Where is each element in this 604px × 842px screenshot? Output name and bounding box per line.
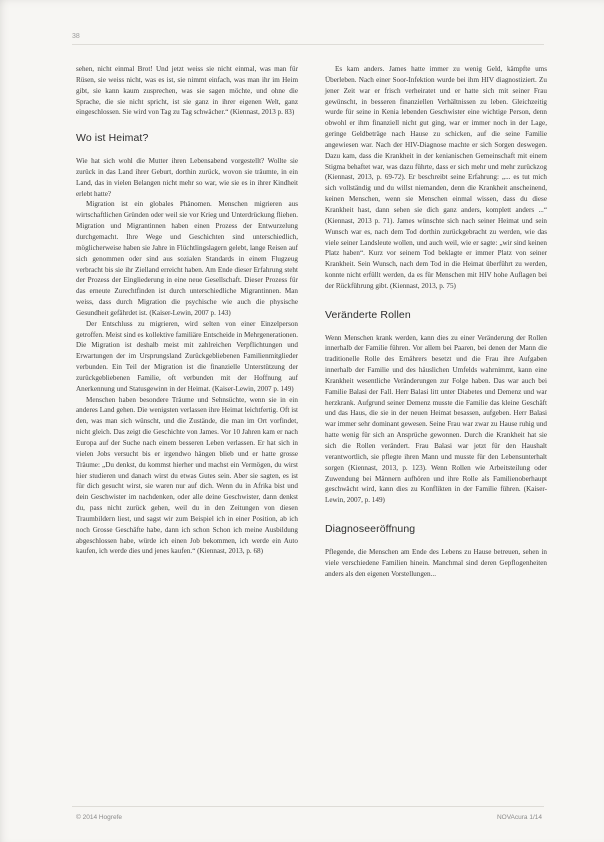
right-column	[325, 64, 547, 579]
paragraph: Menschen haben besondere Träume und Sehnsüchte, wenn sie in ein anderes Land gehen. Die wenigsten verlassen ihre Heimat leichtfertig. Oft ist den, was man sich wünscht, und die Zustände, die man im Ort vorfindet, nicht gleich. Das zeigt die Geschichte von James. Vor 10 Jahren kam er nach Europa auf der Suche nach einem besseren Leben verlassen. Er hat sich in vielen Jobs versucht bis er irgendwo hängen blieb und er hatte grosse Träume: „Du denkst, du kommst hierher und machst ein Vermögen, du wirst hier studieren und danach wirst du etwas Gutes sein. Aber sie sagten, es ist für dich gesucht wirst, sie waren nur auf dich. Wenn du in Afrika bist und dein Geschwister im nachdenken, oder alle deine Geschwister, dann denkst du, pass nicht zurück gehen, weil du in den Zeitungen von diesen Traumbildern liest, und sagst wir zum Beispiel ich in einer Position, ab ich noch Grosse Geschäfte habe, dann ich schon Schon ich meine Ausbildung abgeschlossen habe, würde ich einen Job bekommen, ich werde ein Auto kaufen, ich werde dies und jenes kaufen.“ (Kiennast, 2013, p. 68)	[76, 395, 298, 556]
footer-copyright: © 2014 Hogrefe	[76, 814, 122, 821]
section-heading: Wo ist Heimat?	[76, 132, 149, 145]
section-heading: Veränderte Rollen	[325, 308, 411, 321]
footer-journal: NOVAcura 1/14	[496, 814, 542, 821]
left-column	[76, 64, 298, 557]
paragraph: sehen, nicht einmal Brot! Und jetzt weiss sie nicht einmal, was man für Rüsen, sie weiss nicht, was es ist, sie nimmt einfach, was man ihr im Heim gibt, sie kann kaum zusprechen, was sie sagen möchte, und ohne die Sprache, die sie nicht spricht, ist sie ganz in ihrer eigenen Welt, ganz eingeschlossen. Sie wird von Tag zu Tag schwächer.“ (Kiennast, 2013 p. 83)	[76, 65, 298, 117]
paragraph: Wie hat sich wohl die Mutter ihren Lebensabend vorgestellt? Wollte sie zurück in das Land ihrer Geburt, dorthin zurück, wovon sie träumte, in ein Land, das in vielen Belangen nicht mehr so war, wie sie es in ihrer Kindheit erlebt hatte?	[76, 157, 298, 198]
paragraph: Migration ist ein globales Phänomen. Menschen migrieren aus wirtschaftlichen Gründen oder weil sie vor Krieg und Unterdrückung fliehen. Migration und Migrantinnen haben einen Prozess der Entwurzelung durchgemacht. Ihre Wege und Geschichten sind unterschiedlich, möglicherweise haben sie Jahre in Flüchtlingslagern gelebt, lange Reisen auf sich genommen oder sind aus sozialen Standards in einem Flugzeug verbracht bis sie ihr Zielland erreicht haben. Am Ende dieser Erfahrung steht der Prozess der Eingliederung in eine neue Gesellschaft. Dieser Prozess für das erneute Zurechtfinden ist durch unterschiedliche Migrantinnen. Man weiss, dass durch Migration die psychische wie auch die physische Gesundheit gefährdet ist. (Kaiser-Lewin, 2007 p. 143)	[76, 200, 298, 317]
footer-rule	[72, 806, 544, 807]
header-rule	[72, 44, 544, 45]
paragraph: Es kam anders. James hatte immer zu wenig Geld, kämpfte ums Überleben. Nach einer Soor-Infektion wurde bei ihm HIV diagnostiziert. Zu jener Zeit war er frisch verheiratet und er hatte sich mit seiner Frau gewünscht, in besseren finanziellen Verhältnissen zu leben. Gleichzeitig wurde für seine in Kenia lebenden Geschwister eine wichtige Person, denn obwohl er ihm finanziell nicht gut ging, war er immer noch in der Lage, geringe Geldbeträge nach Hause zu schicken, auf die seine Familie angewiesen war. Nach der HIV-Diagnose machte er sich Sorgen deswegen. Dazu kam, dass die Krankheit in der kenianischen Gemeinschaft mit einem Stigma behaftet war, was dazu führte, dass er sich mehr und mehr zurückzog (Kiennast, 2013, p. 69-72). Er beschreibt seine Erfahrung: „... es tut mich sich vollständig und du willst niemanden, denn die Krankheit anscheinend, keinen Menschen, wenn sie Menschen einmal wissen, dass du diese Krankheit hast, dann sehen sie dich ganz anders, komplett anders ...“ (Kiennast, 2013 p. 71). James wünschte sich nach seiner Heimat und sein Wunsch war es, nach dem Tod dorthin zurückgebracht zu werden, wie das viele seiner Landsleute wollen, und auch weil, wie er sagte: „wir sind keinen Platz haben“. Kurz vor seinem Tod beklagte er immer Platz von seiner Krankheit. Sein Wunsch, nach dem Tod in die Heimat überführt zu werden, konnte nicht erfüllt werden, da es für Menschen mit HIV hohe Auflagen bei der Rückführung gibt. (Kiennast, 2013, p. 75)	[325, 65, 547, 290]
section-heading: Diagnoseeröffnung	[325, 523, 416, 536]
paragraph: Der Entschluss zu migrieren, wird selten von einer Einzelperson getroffen. Meist sind es kollektive familiäre Entscheide in Mehrgenerationen. Die Migration ist deshalb meist mit zahlreichen Verpflichtungen und Erwartungen der im Ursprungsland Zurückgebliebenen Familienmitglieder verbunden. Ein Teil der Migration ist die finanzielle Unterstützung der zurückgebliebenen Familie, oft verbunden mit der Hoffnung auf Anerkennung und Statusgewinn in der Heimat. (Kaiser-Lewin, 2007 p. 149)	[76, 319, 298, 393]
page-number: 38	[72, 33, 80, 40]
paragraph: Pflegende, die Menschen am Ende des Lebens zu Hause betreuen, sehen in viele verschiedene Familien hinein. Manchmal sind deren Gepflogenheiten anders als den eigenen Vorstellungen...	[325, 547, 547, 578]
paragraph: Wenn Menschen krank werden, kann dies zu einer Veränderung der Rollen innerhalb der Familie führen. Vor allem bei Paaren, bei denen der Mann die traditionelle Rolle des Ernährers besetzt und die Frau ihre Aufgaben innerhalb der Familie und des häuslichen Umfelds wahrnimmt, kann eine Krankheit wesentliche Veränderungen zur Folge haben. Das war auch bei Familie Balasi der Fall. Herr Balasi litt unter Diabetes und Demenz und war herzkrank. Aufgrund seiner Demenz musste die Familie das kleine Geschäft und das Haus, die sie in der neuen Heimat besassen, aufgeben. Herr Balasi war immer sehr dominant gewesen. Seine Frau war zwar zu Hause ruhig und hatte wenig für sich an Ansprüche gewonnen. Durch die Krankheit hat sie sich die Rollen verändert. Frau Balasi war jetzt für den Haushalt verantwortlich, sie pflegte ihren Mann und musste für den Lebensunterhalt sorgen (Kiennast, 2013, p. 123). Wenn Rollen wie Arbeitsteilung oder Zuwendung bei Männern aufhören und ihre Rolle als Familienoberhaupt geschwächt wird, kann dies zu Konflikten in der Familie führen. (Kaiser-Lewin, 2007, p. 149)	[325, 333, 547, 505]
